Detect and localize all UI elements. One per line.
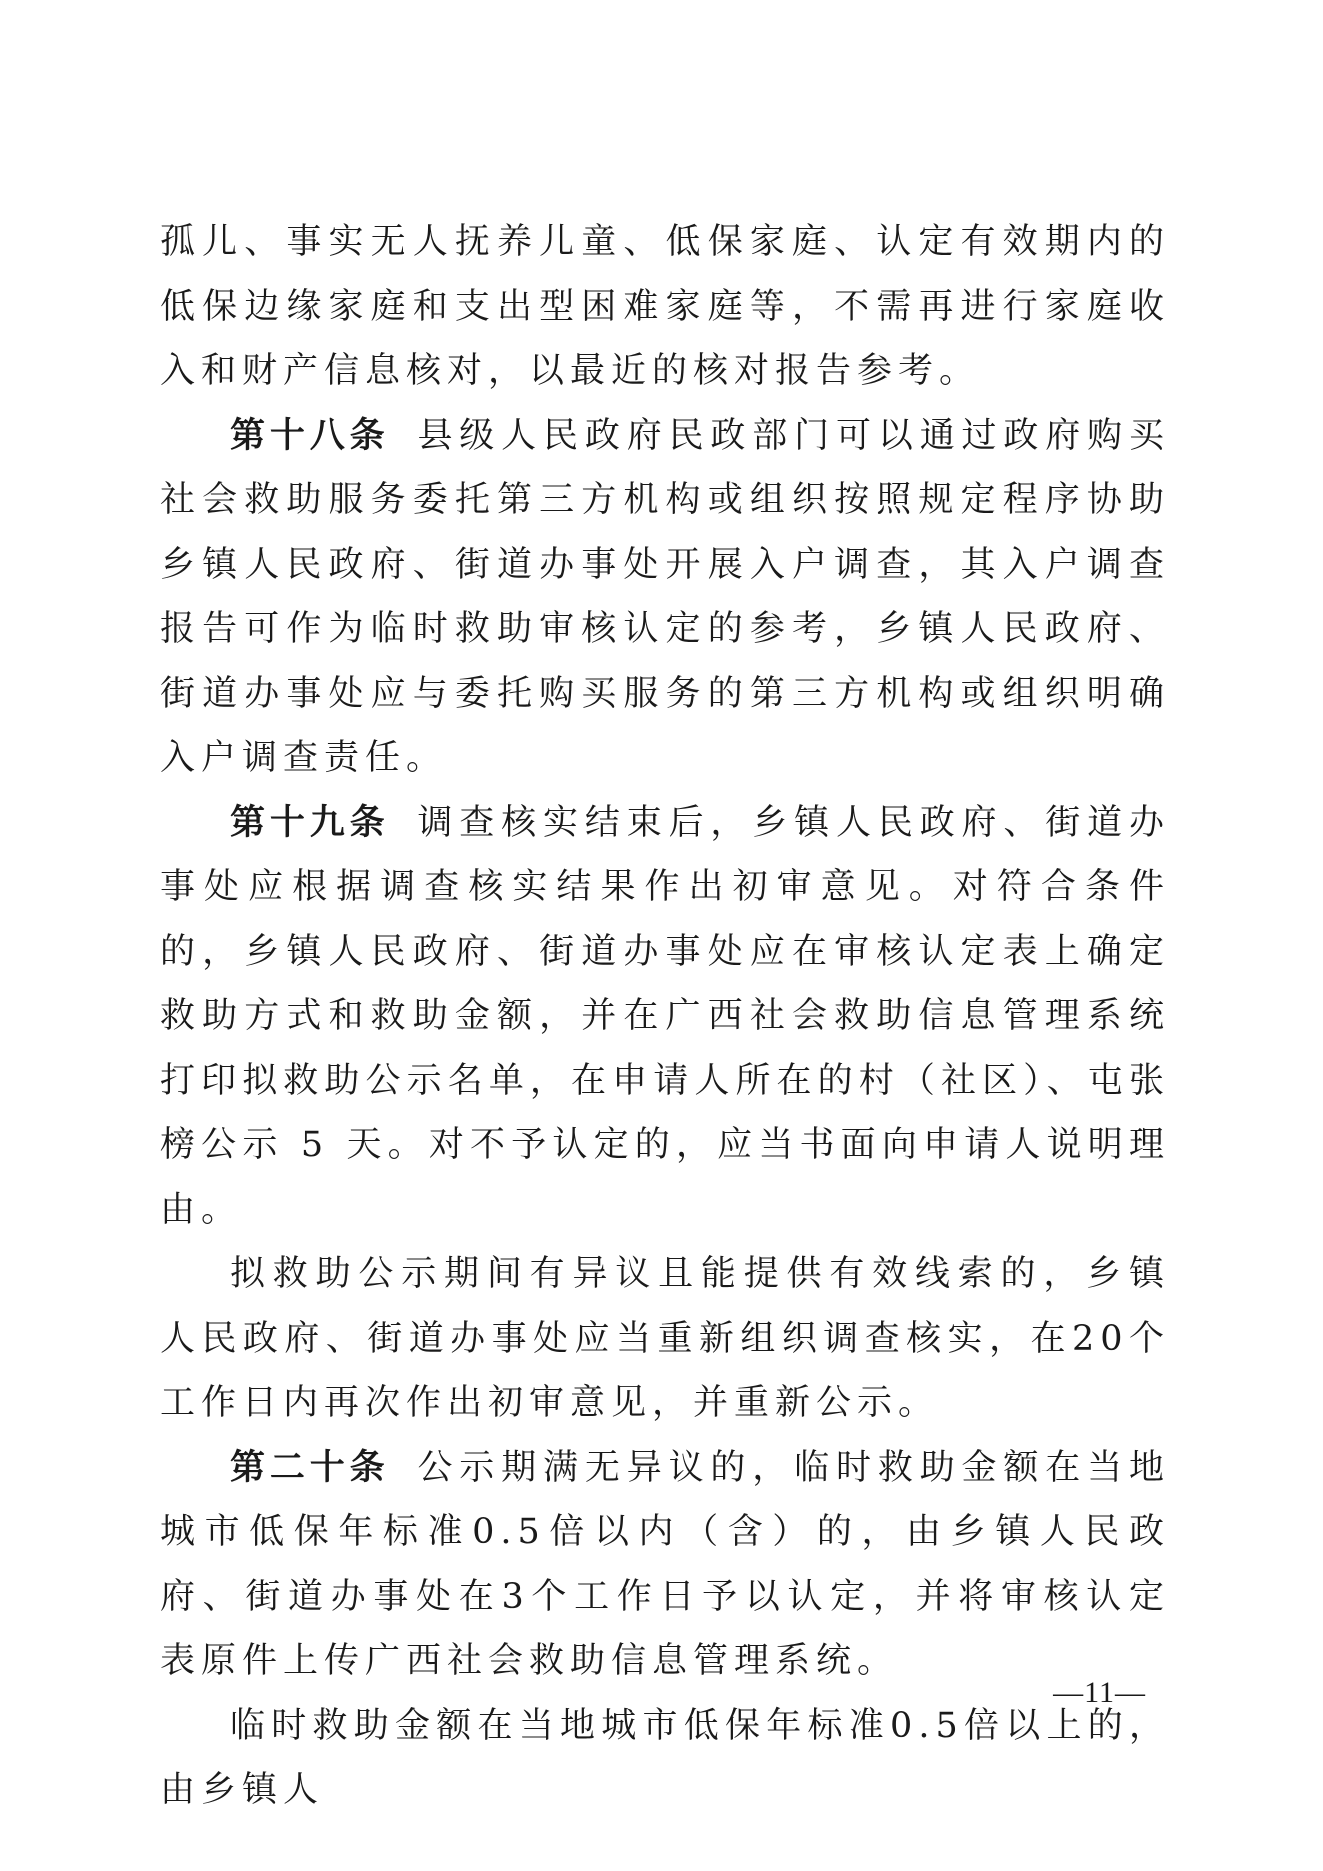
article-19-heading: 第十九条 bbox=[230, 802, 390, 843]
article-18-text: 县级人民政府民政部门可以通过政府购买社会救助服务委托第三方机构或组织按照规定程序协助乡镇人民政府、街道办事处开展入户调查，其入户调查报告可作为临时救助审核认定的参考，乡镇人民政府、街道办事处应与委托购买服务的第三方机构或组织明确入户调查责任。 bbox=[160, 415, 1170, 778]
paragraph-article-18 bbox=[160, 404, 1170, 791]
last-paragraph-text: 临时救助金额在当地城市低保年标准0.5倍以上的，由乡镇人 bbox=[160, 1705, 1170, 1810]
paragraph-article-20 bbox=[160, 1436, 1170, 1694]
article-20-text: 公示期满无异议的，临时救助金额在当地城市低保年标准0.5倍以内（含）的，由乡镇人民政府、街道办事处在3个工作日予以认定，并将审核认定表原件上传广西社会救助信息管理系统。 bbox=[160, 1447, 1170, 1681]
paragraph-1-text: 孤儿、事实无人抚养儿童、低保家庭、认定有效期内的低保边缘家庭和支出型困难家庭等，不需再进行家庭收入和财产信息核对，以最近的核对报告参考。 bbox=[160, 222, 1170, 391]
article-18-heading: 第十八条 bbox=[230, 415, 390, 456]
article-19-text: 调查核实结束后，乡镇人民政府、街道办事处应根据调查核实结果作出初审意见。对符合条件的，乡镇人民政府、街道办事处应在审核认定表上确定救助方式和救助金额，并在广西社会救助信息管理系统打印拟救助公示名单，在申请人所在的村（社区）、屯张榜公示 5 天。对不予认定的，应当书面向申请人说明理由。 bbox=[160, 802, 1170, 1230]
paragraph-article-19 bbox=[160, 791, 1170, 1243]
page-number: —11— bbox=[1053, 1676, 1146, 1709]
article-20-heading: 第二十条 bbox=[230, 1447, 390, 1488]
paragraph-objection bbox=[160, 1242, 1170, 1436]
document-body bbox=[160, 210, 1170, 1823]
paragraph-1 bbox=[160, 210, 1170, 404]
paragraph-last bbox=[160, 1694, 1170, 1823]
objection-text: 拟救助公示期间有异议且能提供有效线索的，乡镇人民政府、街道办事处应当重新组织调查核实，在20个工作日内再次作出初审意见，并重新公示。 bbox=[160, 1254, 1170, 1423]
